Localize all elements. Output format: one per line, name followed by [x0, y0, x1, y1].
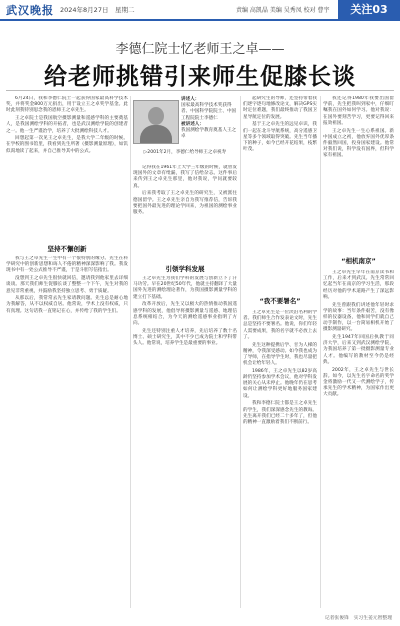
subject-desc: 我国测绘学教育奠基人王之卓 [181, 128, 237, 140]
paragraph: 王之卓先生早年在南京读书和工作，后来才到武汉。先生常常回忆起当年在南京的学习生活，那段经历对他的学术道路产生了深远影响。 [323, 270, 394, 300]
newspaper-header [0, 0, 400, 21]
title-divider [6, 90, 394, 91]
column-2-continued [133, 276, 237, 606]
paragraph: 起研究生的导师，还坚持带着我们逐字逐句地修改论文，解决GPS实时定位难题，我们最终推动了我国卫星导航定位的发展。 [243, 96, 317, 120]
editor-credits: 责编 高凯晶 美编 吴秀凤 校对 曹宇 [236, 7, 330, 14]
paragraph: 2002年，王之卓先生与世长辞。如今，以先生名字命名的奖学金将激励一代又一代测绘学子，传承先生的学术精神，为国家作出更大贡献。 [323, 367, 394, 398]
paragraph: 我还记得1980年我要出国留学前，先生把我叫到家中，仔细叮嘱我在国外如何学习。他对我说：在国外要刻苦学习，更要记得回来报效祖国。 [323, 96, 394, 126]
paragraph: 后来我考取了王之卓先生的研究生，又被派往德国留学。王之卓先生亲自为我写推荐信，告诉我要把国外最先进的理论学回来，为祖国的测绘事业服务。 [133, 191, 237, 215]
column-divider [320, 96, 321, 608]
paragraph: 没想到王之卓先生很快就回信，邀请我到他家里去详细谈谈。那天我们师生促膝长谈了整整一个下午，先生对我的意见非常重视，并鼓励我坚持独立思考、勇于质疑。 [6, 276, 128, 294]
portrait-head [148, 107, 164, 125]
paragraph: 王之卓院士是我国航空摄影测量和遥感学科的主要奠基人，是我国测绘学科的开拓者，也是武汉测绘学院的创建者之一。他一生严谨治学，培养了大批测绘科技人才。 [6, 116, 128, 134]
paragraph: 基于王之卓先生的远见卓识，我们一起在北斗导航系统，高分遥感卫星等多个领域取得突破。先生当年播下的种子，如今已经开花结果，枝繁叶茂。 [243, 122, 317, 153]
paragraph: 回想起第一次见王之卓先生，是我大学二年级的时候。在学校的图书馆里，我看到先生所著《摄影测量原理》，如饥似渴地读了起来，并自己推导其中的公式。 [6, 136, 128, 154]
column-divider [240, 96, 241, 608]
column-4 [323, 96, 394, 264]
portrait-body [140, 125, 172, 143]
section-heading: “相机南京” [341, 257, 376, 265]
paragraph: 我与王之卓先生一生中有一个很特别的缘分。先生在科学研究中的创新思想和诲人不倦的精神深深影响了我。我发现书中有一处公式推导不严谨，于是斗胆写信指出。 [6, 256, 128, 274]
column-3-continued [243, 310, 317, 606]
paragraph: 先生这种提携后学、甘为人梯的精神，令我深受感动。如今我也成为了导师，在指导学生时，我也尽量把机会让给年轻人。 [243, 342, 317, 367]
paragraph: 我和李德仁院士都是王之卓先生的学生，我们深深感念先生的教诲。先生离开我们已经二十多年了，但他的精神一直激励着我们不断前行。 [243, 401, 317, 425]
speaker-label: 讲述人： [181, 97, 200, 102]
section-heading: 坚持不懈创新 [47, 245, 87, 253]
article-kicker: 李德仁院士忆老师王之卓—— [115, 42, 285, 57]
paragraph: 6月24日，我和李德仁院士一起获得国家最高科学技术奖，并将奖金800万元捐出，用于设立王之卓奖学基金。此时此刻我特别思念我的恩师王之卓先生。 [6, 96, 128, 114]
paragraph: 先生曾跟我们讲述他年轻时求学的故事：当年条件艰苦，没有像样的仪器设备，他和同学们就自己动手制作，以一台简易相机开始了摄影测量研究。 [323, 302, 394, 333]
column-1-continued [6, 256, 128, 606]
paragraph: 王之卓先生为我们学科的发展与创新立下了汗马功劳。早在20世纪50年代，他就主持翻译了大量国外先进的测绘理论著作，为我国摄影测量学科的建立打下基础。 [133, 276, 237, 300]
paragraph: 改革开放后，先生又以极大的热情推动我国遥感学科的发展，他倡导将摄影测量与遥感、地理信息系统相结合，为今天的测绘遥感事业指明了方向。 [133, 302, 237, 326]
paragraph: 先生1947年回国后执教于同济大学，后来又到武汉测绘学院，为我国培养了第一批摄影测量专业人才。他编写的教材至今仍是经典。 [323, 335, 394, 365]
newspaper-logo: 武汉晚报 [6, 4, 54, 17]
photo-caption: ▷2001年2月，李德仁给导师王之卓祝寿 [143, 150, 227, 155]
article-title: 给老师挑错引来师生促膝长谈 [44, 64, 356, 90]
column-2 [133, 165, 237, 245]
page-label: 关注03 [338, 0, 400, 19]
column-3 [243, 96, 317, 254]
reporter-credit: 记者张俊锋 实习生姜元智整理 [324, 616, 392, 621]
paragraph: 先生还特别注重人才培养，先后培养了数十名博士、硕士研究生，其中不少已成为院士和学科带头人。他常说，培养学生是最重要的事业。 [133, 328, 237, 347]
paragraph: 从那以后，我常常去先生家请教问题。先生总是耐心地为我解答，从不以权威自居。他常说，学术上没有权威，只有真理。这句话我一直铭记在心，并传给了我的学生们。 [6, 296, 128, 314]
paragraph: 1986年，王之卓先生以82岁高龄仍坚持参加学术会议，他对学科发展的关心从未停止。他晚年仍在思考如何让测绘学科更好地服务国家建设。 [243, 368, 317, 399]
section-heading: “我不要署名” [259, 297, 301, 305]
column-1 [6, 96, 128, 242]
speaker-box [181, 97, 237, 140]
issue-date: 2024年8月27日 星期二 [60, 6, 135, 14]
paragraph: 王之卓先生是一位淡泊名利的学者。我们师生合作发表论文时，先生总是坚持不要署名。他说，你们年轻人需要成果，我的名字就不必放上去了。 [243, 310, 317, 340]
column-4-continued [323, 270, 394, 610]
column-divider [130, 96, 131, 608]
portrait-photo [133, 100, 179, 144]
section-heading: 引领学科发展 [165, 265, 205, 273]
paragraph: 王之卓先生一生心系祖国。新中国成立之初，他放弃国外优厚条件毅然回国，投身国家建设。他常对我们说，科学没有国界，但科学家有祖国。 [323, 128, 394, 159]
paragraph: 记得我在1961年上大学三年级的时候，就曾发现国外的文章有纰漏，我写了信给杂志。这件事后来传到王之卓先生那里，他对我说，学问就要较真。 [133, 165, 237, 189]
subject-label: 被讲述人： [181, 121, 204, 127]
speaker-desc: 国家最高科学技术奖获得者、中国科学院院士、中国工程院院士李德仁 [181, 103, 237, 121]
